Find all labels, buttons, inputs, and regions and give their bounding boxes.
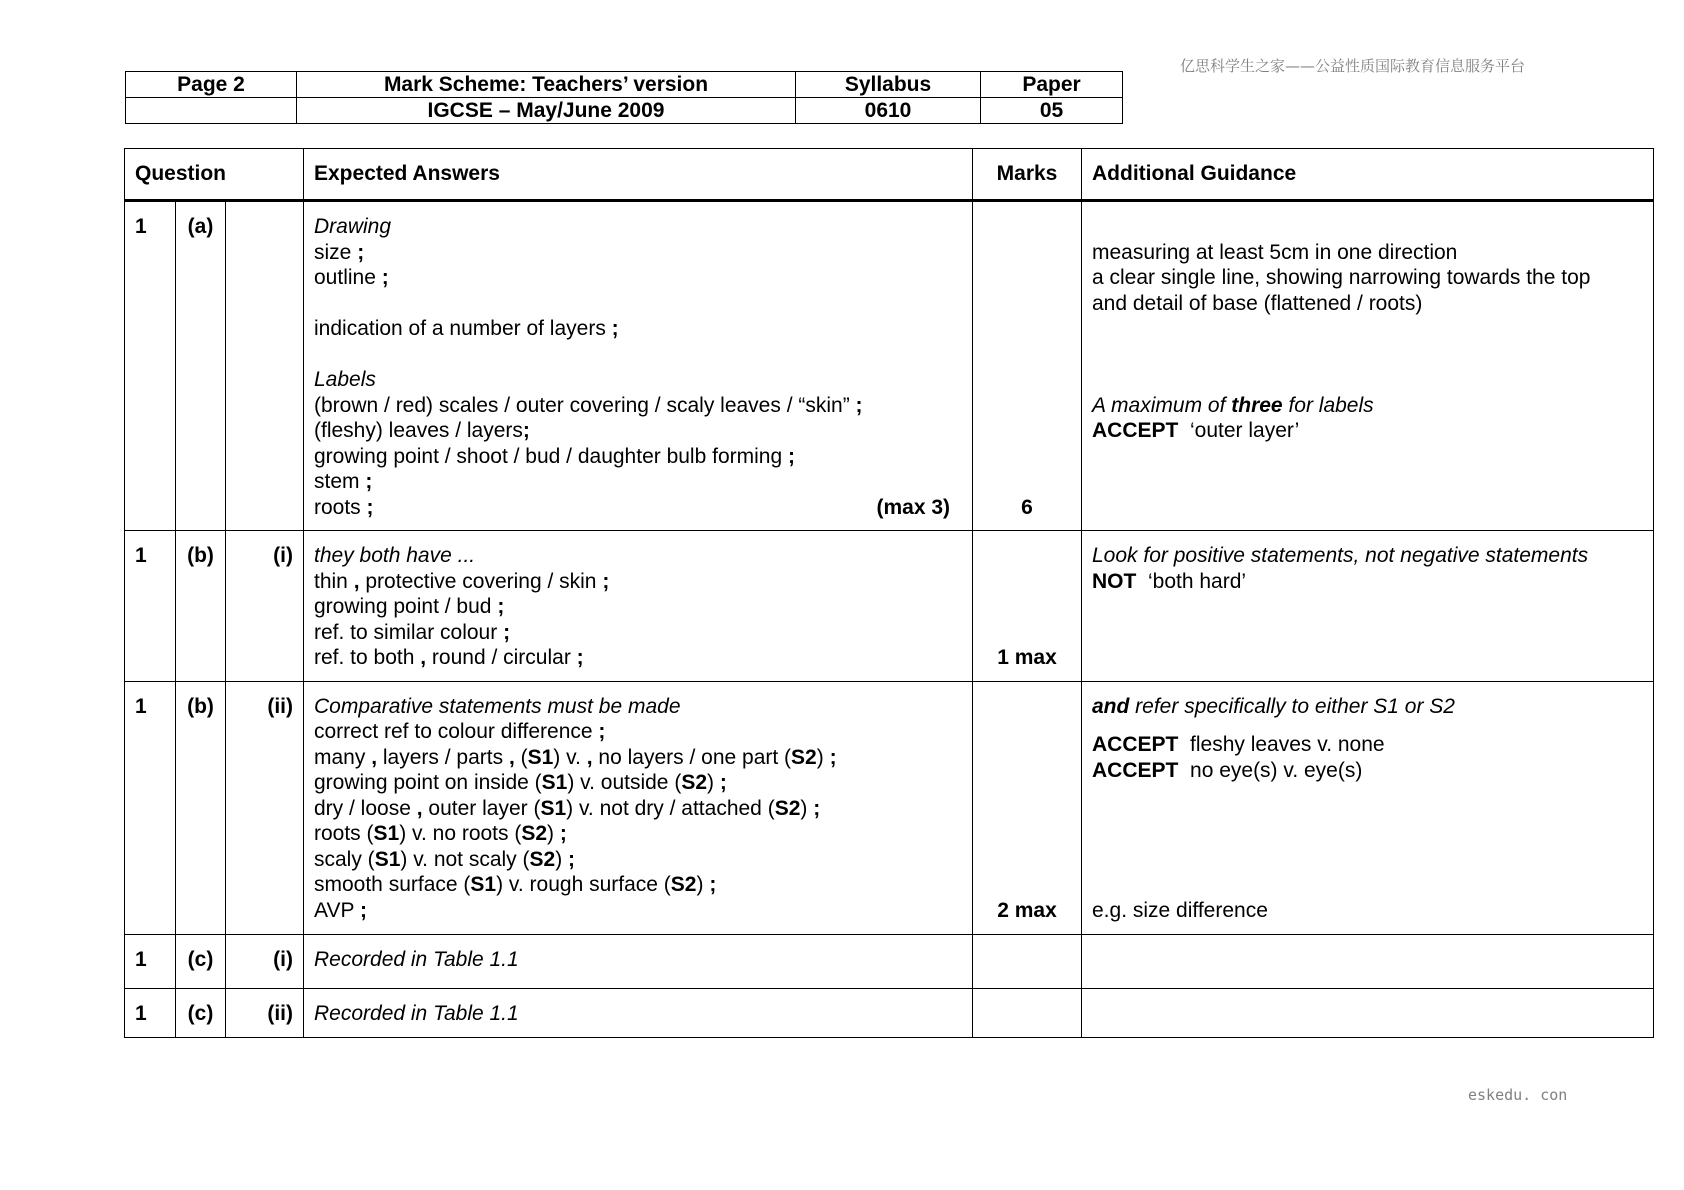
table-header-row — [125, 149, 1654, 201]
answer-line: stem ; — [314, 470, 373, 493]
expected-answers — [304, 201, 973, 531]
additional-guidance — [1082, 531, 1654, 682]
question-part: (b) — [176, 531, 226, 682]
guidance-line: e.g. size difference — [1092, 899, 1268, 922]
additional-guidance — [1082, 934, 1654, 988]
guidance-line: ACCEPT no eye(s) v. eye(s) — [1092, 758, 1363, 782]
answer-line: (brown / red) scales / outer covering / scaly leaves / “skin” ; — [314, 393, 863, 417]
guidance-line: ACCEPT ‘outer layer’ — [1092, 419, 1300, 442]
question-subpart: (i) — [226, 934, 304, 988]
answer-line: Recorded in Table 1.1 — [314, 947, 519, 971]
marks-value — [973, 934, 1082, 988]
header-paper: 05 — [981, 98, 1123, 124]
additional-guidance — [1082, 201, 1654, 531]
additional-guidance — [1082, 988, 1654, 1037]
question-subpart: (ii) — [226, 988, 304, 1037]
guidance-line: a clear single line, showing narrowing towards the top — [1092, 266, 1591, 289]
question-part: (c) — [176, 934, 226, 988]
answer-line: outline ; — [314, 266, 389, 289]
answer-line: scaly (S1) v. not scaly (S2) ; — [314, 847, 576, 871]
question-part: (b) — [176, 681, 226, 934]
question-part: (a) — [176, 201, 226, 531]
guidance-line: ACCEPT fleshy leaves v. none — [1092, 733, 1385, 756]
guidance-line: and detail of base (flattened / roots) — [1092, 291, 1423, 315]
header-question: Question — [125, 149, 304, 201]
answer-line: roots ; — [314, 495, 374, 519]
header-page: Page 2 — [126, 72, 297, 98]
question-number: 1 — [125, 681, 176, 934]
header-title: Mark Scheme: Teachers’ version — [297, 72, 796, 98]
guidance-line: Look for positive statements, not negative statements — [1092, 544, 1589, 567]
answer-line: AVP ; — [314, 898, 367, 922]
answer-line: growing point / bud ; — [314, 595, 505, 618]
answer-line: many , layers / parts , (S1) v. , no layers / one part (S2) ; — [314, 745, 837, 769]
drawing-heading: Drawing — [314, 215, 392, 238]
answer-line: growing point / shoot / bud / daughter bulb forming ; — [314, 444, 795, 468]
watermark-top: 亿思科学生之家——公益性质国际教育信息服务平台 — [1180, 57, 1526, 75]
expected-answers — [304, 681, 973, 934]
table-row — [125, 988, 1654, 1037]
additional-guidance — [1082, 681, 1654, 934]
header-table — [125, 71, 1123, 124]
answer-line: dry / loose , outer layer (S1) v. not dry / attached (S2) ; — [314, 796, 821, 820]
header-paper-label: Paper — [981, 72, 1123, 98]
answer-line: growing point on inside (S1) v. outside (S2) ; — [314, 771, 727, 794]
labels-heading: Labels — [314, 368, 376, 391]
answer-line: thin , protective covering / skin ; — [314, 569, 610, 593]
header-empty — [126, 98, 297, 124]
header-marks: Marks — [973, 149, 1082, 201]
question-subpart — [226, 201, 304, 531]
table-row — [125, 934, 1654, 988]
max-marks-note: (max 3) — [876, 495, 950, 519]
guidance-line: measuring at least 5cm in one direction — [1092, 240, 1458, 264]
answer-line: Recorded in Table 1.1 — [314, 1001, 519, 1025]
answer-intro: Comparative statements must be made — [314, 694, 681, 718]
marks-value: 2 max — [973, 681, 1082, 934]
question-number: 1 — [125, 201, 176, 531]
question-subpart: (ii) — [226, 681, 304, 934]
expected-answers — [304, 988, 973, 1037]
question-number: 1 — [125, 988, 176, 1037]
answer-line: (fleshy) leaves / layers; — [314, 419, 530, 442]
header-expected-answers: Expected Answers — [304, 149, 973, 201]
table-row — [125, 201, 1654, 531]
marks-value: 1 max — [973, 531, 1082, 682]
table-row — [125, 531, 1654, 682]
answer-line: smooth surface (S1) v. rough surface (S2) ; — [314, 873, 717, 896]
expected-answers — [304, 934, 973, 988]
watermark-bottom: eskedu. con — [1468, 1086, 1568, 1104]
guidance-line: A maximum of three for labels — [1092, 393, 1374, 417]
answer-intro: they both have ... — [314, 544, 476, 567]
question-subpart: (i) — [226, 531, 304, 682]
header-syllabus-label: Syllabus — [796, 72, 981, 98]
expected-answers — [304, 531, 973, 682]
guidance-line: and refer specifically to either S1 or S2 — [1092, 694, 1455, 718]
answer-line: size ; — [314, 240, 365, 264]
header-exam: IGCSE – May/June 2009 — [297, 98, 796, 124]
question-number: 1 — [125, 934, 176, 988]
answer-line: correct ref to colour difference ; — [314, 720, 606, 743]
answer-line: indication of a number of layers ; — [314, 317, 619, 340]
answer-line: ref. to both , round / circular ; — [314, 646, 584, 669]
question-part: (c) — [176, 988, 226, 1037]
guidance-line: NOT ‘both hard’ — [1092, 569, 1247, 593]
header-additional-guidance: Additional Guidance — [1082, 149, 1654, 201]
answer-line: roots (S1) v. no roots (S2) ; — [314, 822, 567, 845]
table-row — [125, 681, 1654, 934]
marks-value — [973, 988, 1082, 1037]
mark-scheme-table — [124, 148, 1654, 1038]
marks-value: 6 — [973, 201, 1082, 531]
header-syllabus: 0610 — [796, 98, 981, 124]
question-number: 1 — [125, 531, 176, 682]
answer-line: ref. to similar colour ; — [314, 620, 511, 644]
